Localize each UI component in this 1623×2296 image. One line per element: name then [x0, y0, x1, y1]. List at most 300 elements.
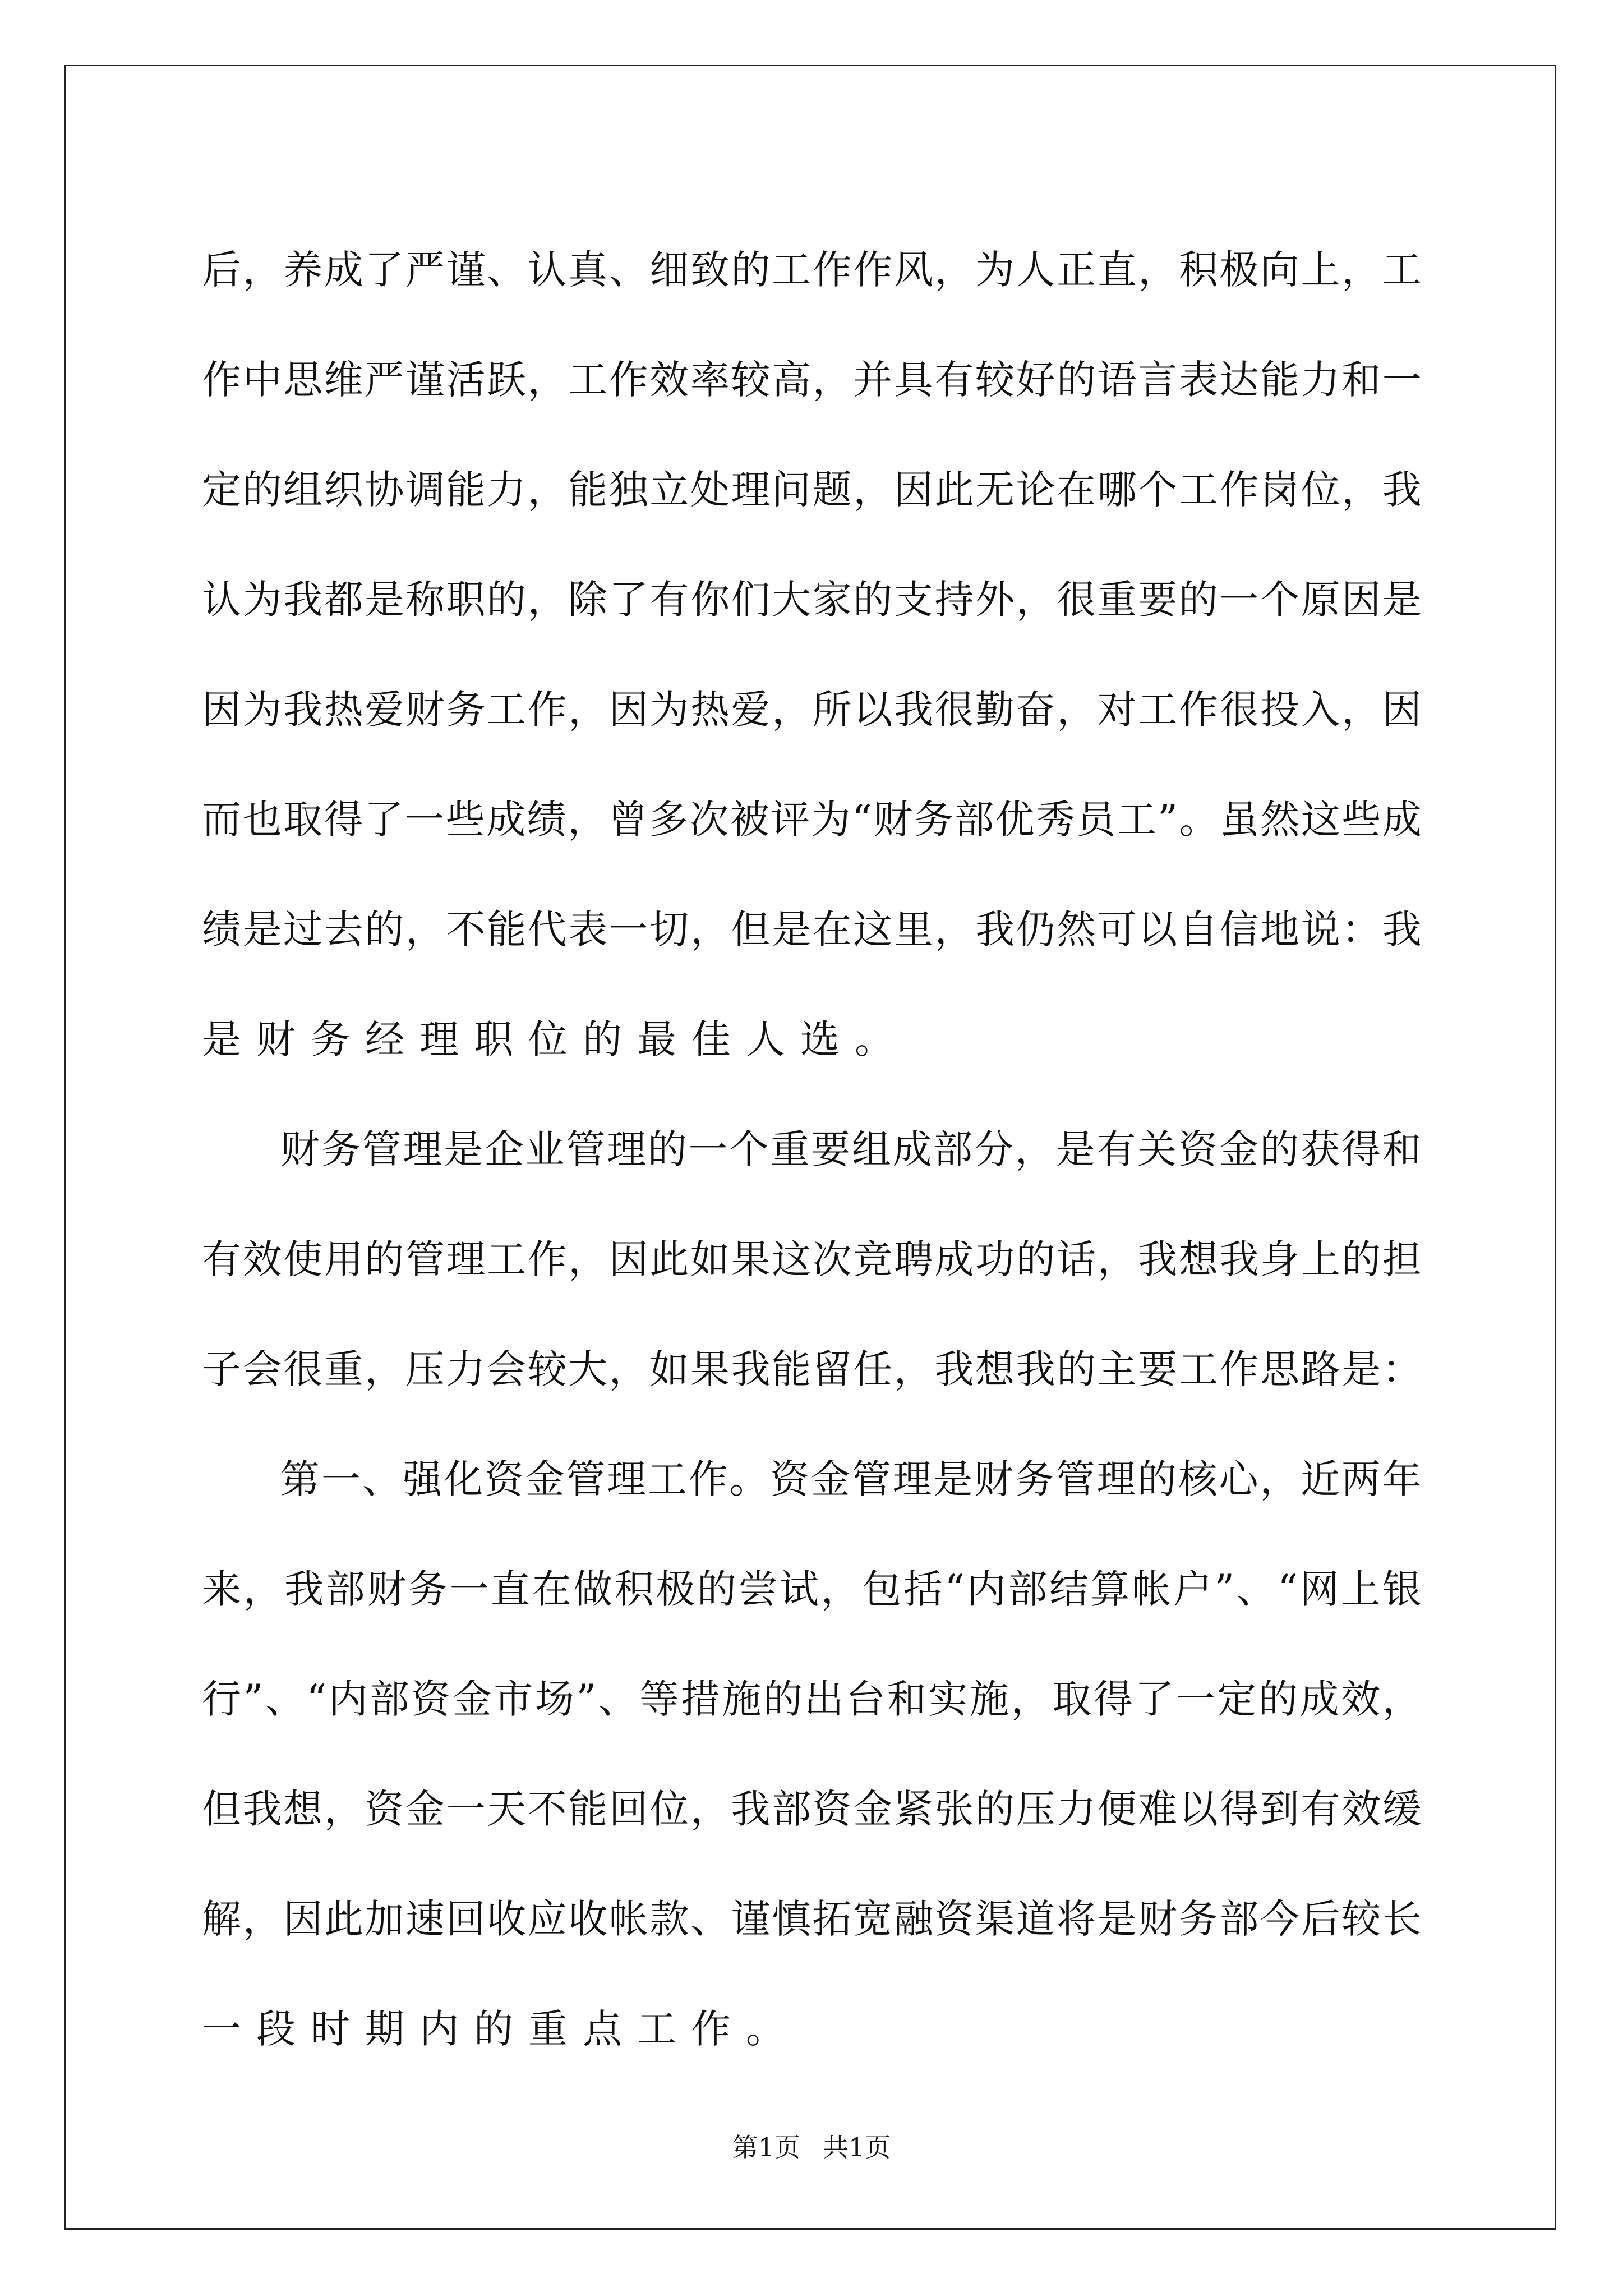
text-char: ，	[568, 1236, 608, 1282]
text-char: 的	[975, 1786, 1015, 1832]
text-char: 和	[1382, 1126, 1422, 1172]
text-char: 很	[934, 687, 974, 733]
text-char: 具	[893, 357, 933, 403]
text-char: 这	[1301, 797, 1340, 843]
text-char: 和	[887, 1676, 926, 1722]
text-line: 一段时期内的重点工作。	[202, 2006, 800, 2052]
text-char: 的	[242, 467, 282, 513]
text-char: 次	[689, 797, 729, 843]
text-char: 理	[403, 1126, 442, 1172]
text-char: 爱	[731, 687, 771, 733]
text-char: 然	[1057, 907, 1096, 953]
text-char: 组	[851, 1126, 891, 1172]
text-char: 用	[324, 1236, 363, 1282]
text-char: 因	[202, 687, 241, 733]
text-char: 会	[242, 1346, 282, 1392]
text-char: 企	[484, 1126, 524, 1172]
text-char: 网	[1299, 1566, 1339, 1612]
text-char: 以	[853, 687, 893, 733]
text-char: 以	[1178, 1786, 1218, 1832]
text-char: 作	[608, 357, 648, 403]
text-char: 是	[1055, 1126, 1095, 1172]
text-char: 优	[995, 797, 1035, 843]
text-char: 活	[446, 357, 486, 403]
text-char: 能	[446, 467, 486, 513]
text-char: 我	[284, 1566, 324, 1612]
text-char: 是	[444, 1126, 483, 1172]
text-char: 的	[1260, 1126, 1299, 1172]
text-line	[202, 875, 1422, 984]
text-char: 理	[1096, 1456, 1136, 1502]
text-char: 和	[1341, 357, 1381, 403]
text-char: 如	[649, 1346, 689, 1392]
text-char: 较	[731, 357, 771, 403]
text-line	[202, 325, 1422, 435]
text-char: 试	[780, 1566, 819, 1612]
text-char: 为	[975, 247, 1015, 293]
text-char: 包	[862, 1566, 902, 1612]
text-char: 无	[975, 467, 1015, 513]
text-char: 有	[1096, 1126, 1136, 1172]
text-char: 部	[933, 1126, 973, 1172]
text-char: 一	[405, 797, 445, 843]
text-char: 子	[202, 1346, 241, 1392]
text-char: 财	[1138, 1896, 1178, 1942]
text-char: 了	[365, 247, 404, 293]
text-char: 措	[680, 1676, 720, 1722]
text-char: 说	[1301, 907, 1340, 953]
text-char: 、	[1236, 1566, 1276, 1612]
text-char: ”	[243, 1676, 264, 1722]
text-char: 在	[532, 1566, 571, 1612]
text-char: 是	[1097, 1896, 1137, 1942]
text-char: 理	[731, 467, 771, 513]
text-char: 后	[1301, 1896, 1340, 1942]
text-char: 款	[649, 1896, 689, 1942]
text-char: 代	[527, 907, 567, 953]
text-char: 财	[405, 687, 445, 733]
text-char: 效	[1341, 1786, 1381, 1832]
text-char: 资	[484, 1456, 524, 1502]
text-char: 行	[202, 1676, 241, 1722]
text-char: 因	[283, 1896, 323, 1942]
text-char: 缓	[1382, 1786, 1422, 1832]
text-char: 作	[527, 1236, 567, 1282]
text-char: 得	[1219, 1786, 1259, 1832]
text-char: 严	[405, 247, 445, 293]
text-char: 中	[242, 357, 282, 403]
text-char: 果	[731, 1236, 771, 1282]
text-char: 次	[812, 1236, 852, 1282]
text-char: 效	[242, 1236, 282, 1282]
text-char: ，	[934, 247, 974, 293]
text-char: 心	[1219, 1456, 1258, 1502]
text-char: 了	[608, 577, 648, 623]
text-char: 大	[772, 577, 811, 623]
text-char: 如	[690, 1236, 730, 1282]
text-char: “	[852, 797, 872, 843]
text-char: ，	[1341, 247, 1381, 293]
text-char: 应	[527, 1896, 567, 1942]
text-char: 的	[1057, 357, 1096, 403]
text-char: 我	[1382, 907, 1422, 953]
text-char: ，	[608, 1346, 648, 1392]
text-char: 热	[324, 687, 363, 733]
text-char: 金	[452, 1676, 492, 1722]
text-char: 力	[1057, 1786, 1096, 1832]
text-char: 想	[1178, 1236, 1218, 1282]
text-char: 资	[411, 1676, 451, 1722]
text-char: 所	[812, 687, 852, 733]
text-char: 外	[975, 577, 1015, 623]
text-char: 的	[1137, 1456, 1177, 1502]
text-char: 向	[1260, 247, 1300, 293]
text-char: 绩	[202, 907, 241, 953]
text-char: ，	[690, 907, 730, 953]
text-char: 有	[934, 357, 974, 403]
text-char: 的	[1341, 1236, 1381, 1282]
text-char: 是	[365, 577, 404, 623]
text-char: 使	[283, 1236, 323, 1282]
text-char: 多	[648, 797, 688, 843]
text-char: 力	[446, 1346, 486, 1392]
text-char: 工	[647, 1456, 687, 1502]
text-char: 表	[568, 907, 608, 953]
text-char: 了	[1135, 1676, 1174, 1722]
text-char: 资	[1178, 1126, 1218, 1172]
text-char: “	[1278, 1566, 1298, 1612]
text-char: 竞	[853, 1236, 893, 1282]
text-char: 一	[608, 907, 648, 953]
text-char: 便	[1097, 1786, 1137, 1832]
text-char: 成	[486, 797, 526, 843]
text-char: 、	[487, 247, 527, 293]
text-char: 金	[1219, 1126, 1258, 1172]
text-char: 谨	[731, 1896, 771, 1942]
text-char: 我	[1138, 1236, 1178, 1282]
text-char: 岗	[1260, 467, 1300, 513]
text-char: 重	[770, 1126, 810, 1172]
text-char: 里	[893, 907, 933, 953]
text-char: 员	[1076, 797, 1116, 843]
text-char: 第	[280, 1456, 320, 1502]
text-char: 、	[265, 1676, 305, 1722]
text-char: 哪	[1097, 467, 1137, 513]
text-char: 取	[283, 797, 322, 843]
text-char: 做	[573, 1566, 613, 1612]
text-char: 自	[1178, 907, 1218, 953]
text-char: 协	[365, 467, 404, 513]
text-char: 压	[1016, 1786, 1055, 1832]
text-char: 我	[731, 1786, 771, 1832]
text-char: ”	[1158, 797, 1178, 843]
text-char: 会	[487, 1346, 527, 1392]
text-char: 张	[934, 1786, 974, 1832]
text-char: 能	[568, 1786, 608, 1832]
text-char: 结	[1049, 1566, 1089, 1612]
text-char: 市	[494, 1676, 533, 1722]
text-char: 定	[1217, 1676, 1257, 1722]
text-char: 率	[690, 357, 730, 403]
text-char: 为	[242, 577, 282, 623]
text-char: 我	[242, 1786, 282, 1832]
text-char: 工	[1382, 247, 1422, 293]
text-char: 业	[525, 1126, 565, 1172]
text-char: 想	[283, 1786, 323, 1832]
text-char: 成	[934, 1236, 974, 1282]
text-char: 果	[690, 1346, 730, 1392]
text-char: 处	[690, 467, 730, 513]
text-char: 在	[1057, 467, 1096, 513]
text-char: 切	[649, 907, 689, 953]
text-char: 括	[903, 1566, 943, 1612]
text-char: 是	[242, 907, 282, 953]
text-char: 问	[772, 467, 811, 513]
text-char: 加	[365, 1896, 404, 1942]
text-char: 人	[1016, 247, 1055, 293]
text-char: 有	[202, 1236, 241, 1282]
text-char: 认	[202, 577, 241, 623]
text-char: ，	[527, 357, 567, 403]
text-char: 热	[690, 687, 730, 733]
text-char: 致	[690, 247, 730, 293]
text-char: 而	[202, 797, 241, 843]
text-char: 成	[1382, 797, 1422, 843]
text-char: 的	[1016, 1236, 1055, 1282]
text-char: 要	[810, 1126, 850, 1172]
text-char: 这	[772, 1236, 811, 1282]
text-char: “	[306, 1676, 327, 1722]
text-char: 很	[1219, 687, 1259, 733]
text-char: 较	[1341, 1896, 1381, 1942]
text-char: ”	[1214, 1566, 1235, 1612]
text-char: 效	[1341, 1676, 1381, 1722]
text-char: 。	[729, 1456, 769, 1502]
text-char: 。	[1179, 797, 1219, 843]
text-char: 帐	[608, 1896, 648, 1942]
text-char: 务	[1015, 1456, 1054, 1502]
text-char: 务	[446, 687, 486, 733]
text-char: 到	[1260, 1786, 1300, 1832]
text-char: ：	[1382, 1346, 1422, 1392]
text-char: ，	[1341, 687, 1381, 733]
text-char: 了	[364, 797, 404, 843]
text-char: 组	[283, 467, 323, 513]
text-char: 内	[328, 1676, 368, 1722]
text-char: 得	[1341, 1126, 1381, 1172]
text-char: 出	[804, 1676, 844, 1722]
text-char: ，	[934, 907, 974, 953]
text-char: 话	[1057, 1236, 1096, 1282]
text-char: 的	[1258, 1676, 1298, 1722]
text-char: 施	[969, 1676, 1009, 1722]
text-char: 想	[975, 1346, 1015, 1392]
text-char: 任	[853, 1346, 893, 1392]
text-char: 渠	[975, 1896, 1015, 1942]
text-char: 直	[491, 1566, 531, 1612]
text-char: 题	[812, 467, 852, 513]
text-char: 养	[283, 247, 323, 293]
text-char: 地	[1260, 907, 1300, 953]
text-char: 但	[202, 1786, 241, 1832]
text-char: 功	[975, 1236, 1015, 1282]
text-char: ：	[1341, 907, 1381, 953]
text-char: 金	[810, 1456, 850, 1502]
text-char: 因	[1382, 687, 1422, 733]
text-char: 的	[1057, 1346, 1096, 1392]
text-char: 理	[607, 1126, 647, 1172]
text-char: 上	[1301, 1236, 1340, 1282]
text-char: 等	[639, 1676, 679, 1722]
text-line	[202, 545, 1422, 655]
text-char: 被	[730, 797, 769, 843]
text-char: 力	[1301, 357, 1340, 403]
text-char: 近	[1301, 1456, 1340, 1502]
text-char: 是	[772, 907, 811, 953]
text-char: 立	[649, 467, 689, 513]
paragraph-first-line	[202, 1094, 1422, 1204]
text-char: 的	[853, 577, 893, 623]
text-char: 上	[1341, 1566, 1381, 1612]
text-char: 关	[1137, 1126, 1177, 1172]
text-char: 维	[324, 357, 363, 403]
text-char: ，	[243, 1566, 283, 1612]
text-char: 的	[763, 1676, 803, 1722]
text-line	[202, 1754, 1422, 1864]
text-char: ，	[242, 247, 282, 293]
text-char: 位	[649, 1786, 689, 1832]
text-char: 理	[892, 1456, 932, 1502]
text-char: 爱	[365, 687, 404, 733]
text-char: ，	[405, 907, 445, 953]
text-char: 工	[1117, 797, 1156, 843]
text-char: 的	[487, 577, 527, 623]
text-char: 较	[975, 357, 1015, 403]
text-char: 内	[966, 1566, 1006, 1612]
text-char: 织	[324, 467, 363, 513]
text-char: ，	[1015, 1126, 1054, 1172]
document-body	[202, 215, 1422, 2084]
text-char: 分	[974, 1126, 1014, 1172]
text-char: ，	[690, 1786, 730, 1832]
text-char: 有	[649, 577, 689, 623]
text-char: 此	[934, 467, 974, 513]
text-char: 收	[487, 1896, 527, 1942]
text-char: 成	[1299, 1676, 1339, 1722]
text-line	[202, 215, 1422, 325]
text-char: 务	[321, 1126, 361, 1172]
text-char: 成	[892, 1126, 932, 1172]
text-char: 此	[649, 1236, 689, 1282]
text-char: 对	[1097, 687, 1137, 733]
text-char: 我	[283, 577, 323, 623]
text-char: 、	[690, 1896, 730, 1942]
text-char: 我	[1382, 467, 1422, 513]
text-char: 我	[283, 687, 323, 733]
text-char: 论	[1016, 467, 1055, 513]
text-char: 并	[853, 357, 893, 403]
text-char: 个	[1260, 577, 1300, 623]
text-line: 是财务经理职位的最佳人选。	[202, 1016, 909, 1062]
text-char: 部	[1008, 1566, 1048, 1612]
text-char: 谨	[446, 247, 486, 293]
text-char: 然	[1260, 797, 1300, 843]
text-char: 原	[1301, 577, 1340, 623]
text-char: 算	[1090, 1566, 1130, 1612]
text-char: ，	[772, 687, 811, 733]
text-char: 极	[1219, 247, 1259, 293]
text-char: 户	[1173, 1566, 1212, 1612]
text-char: 主	[1097, 1346, 1137, 1392]
text-char: ，	[853, 467, 893, 513]
text-char: ，	[1097, 1236, 1137, 1282]
text-char: 作	[1219, 467, 1259, 513]
text-char: 因	[893, 467, 933, 513]
text-char: 长	[1382, 1896, 1422, 1942]
text-char: 作	[1219, 1346, 1259, 1392]
text-char: 将	[1057, 1896, 1096, 1942]
text-char: 场	[534, 1676, 574, 1722]
text-char: 工	[1138, 687, 1178, 733]
text-char: 融	[893, 1896, 933, 1942]
text-char: 是	[933, 1456, 973, 1502]
text-char: 收	[568, 1896, 608, 1942]
text-char: 尝	[738, 1566, 778, 1612]
text-char: 后	[202, 247, 241, 293]
text-char: 是	[1341, 1346, 1381, 1392]
text-char: 难	[1138, 1786, 1178, 1832]
text-char: 资	[812, 1786, 852, 1832]
text-char: 财	[367, 1566, 407, 1612]
text-char: 台	[846, 1676, 886, 1722]
text-char: 财	[873, 797, 913, 843]
text-char: 得	[1093, 1676, 1133, 1722]
text-char: 但	[731, 907, 771, 953]
text-char: 务	[408, 1566, 448, 1612]
text-char: 大	[568, 1346, 608, 1392]
text-char: 跃	[487, 357, 527, 403]
text-char: 我	[1219, 1236, 1259, 1282]
text-char: 重	[1097, 577, 1137, 623]
text-char: 能	[487, 907, 527, 953]
text-char: 帐	[1132, 1566, 1172, 1612]
text-char: 有	[1301, 1786, 1340, 1832]
text-char: 认	[527, 247, 567, 293]
text-char: ，	[1341, 467, 1381, 513]
text-char: 达	[1219, 357, 1259, 403]
text-char: 为	[242, 687, 282, 733]
text-char: 获	[1301, 1126, 1340, 1172]
text-char: 担	[1382, 1236, 1422, 1282]
text-char: 我	[934, 1346, 974, 1392]
text-char: 积	[1178, 247, 1218, 293]
text-char: 定	[202, 467, 241, 513]
text-char: 管	[1055, 1456, 1095, 1502]
text-line	[202, 765, 1422, 875]
text-char: 务	[914, 797, 953, 843]
page-footer	[0, 2127, 1623, 2164]
text-char: 解	[202, 1896, 241, 1942]
text-char: 部	[955, 797, 994, 843]
text-char: 工	[487, 1236, 527, 1282]
text-char: 回	[446, 1896, 486, 1942]
text-char: 速	[405, 1896, 445, 1942]
text-char: 可	[1097, 907, 1137, 953]
text-char: 紧	[893, 1786, 933, 1832]
text-char: ，	[812, 357, 852, 403]
text-char: 绩	[527, 797, 566, 843]
text-char: ，	[1382, 1676, 1422, 1722]
